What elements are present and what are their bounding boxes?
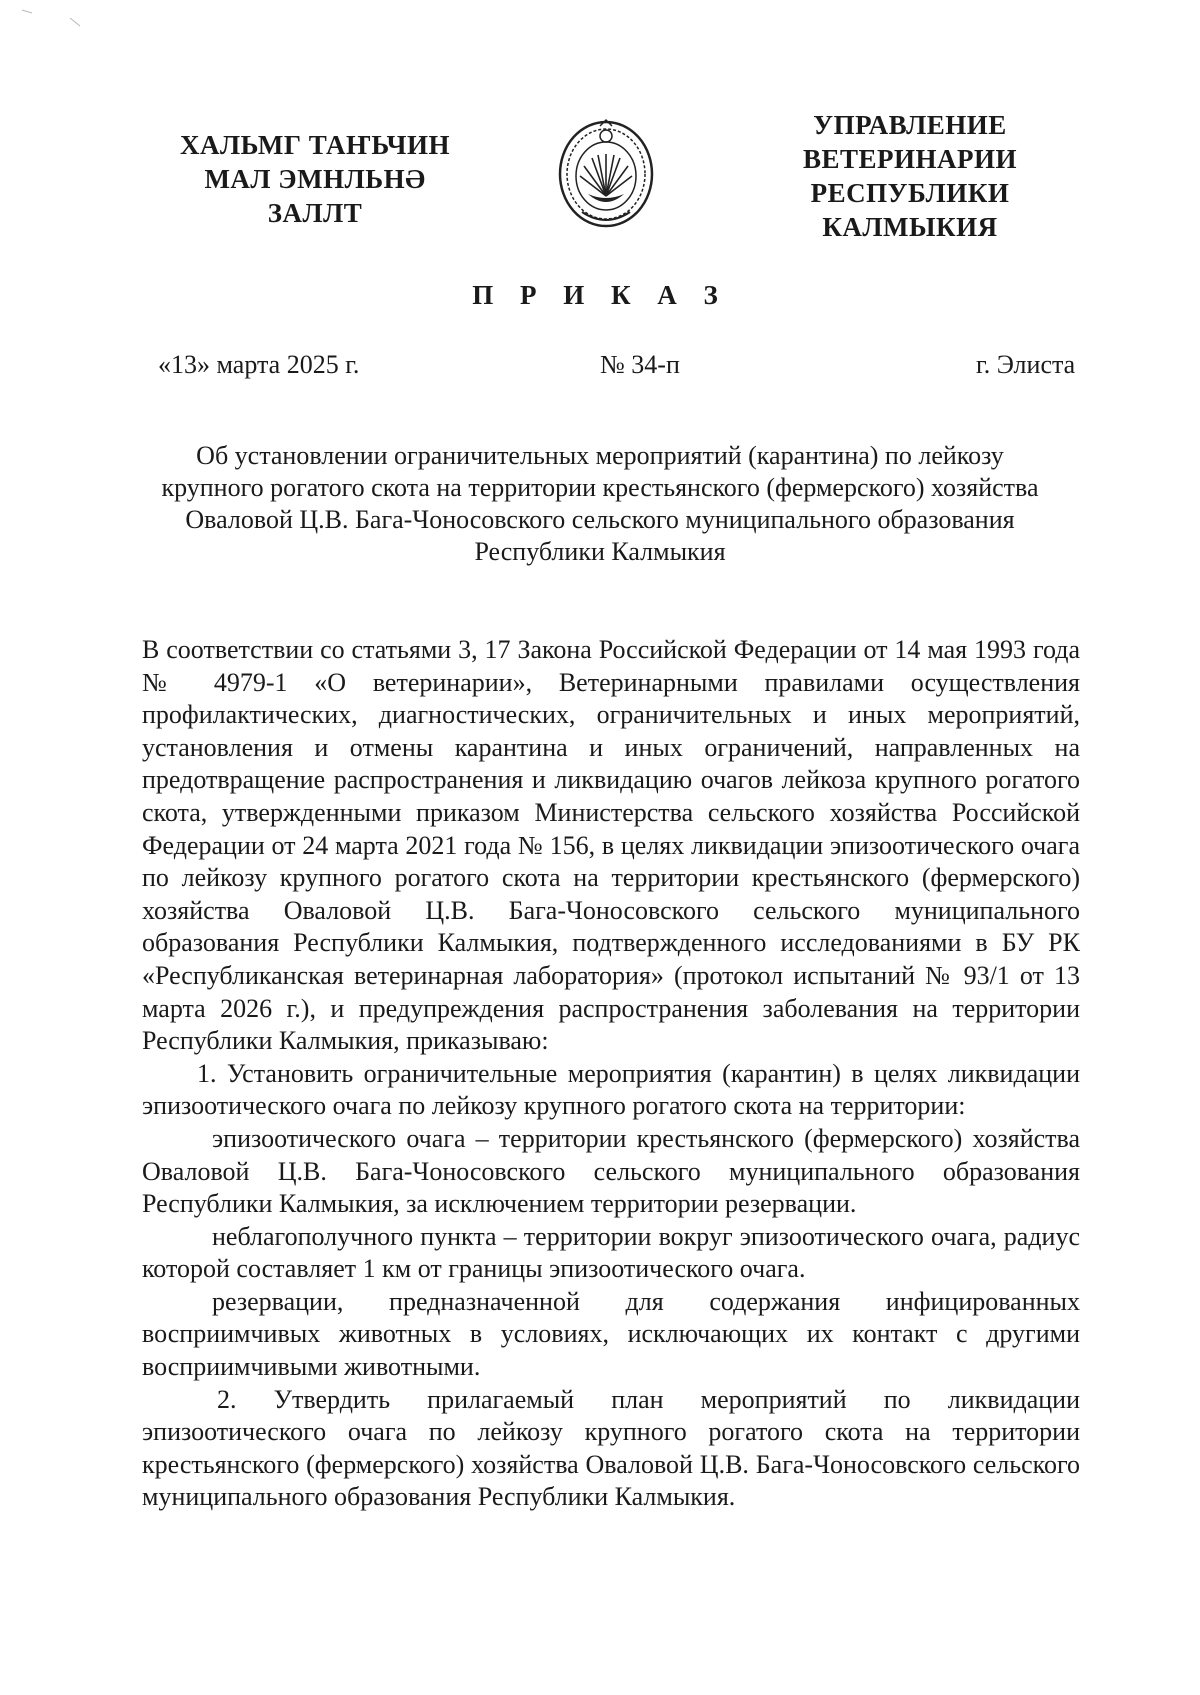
header-kalmyk-name [150, 128, 480, 230]
clause-1-focus: эпизоотического очага – территории крестьянского (фермерского) хозяйства Оваловой Ц.В. Бага-Чоносовского сельского муниципального образования Республики Калмыкия, за исключением территории резервации. [142, 1123, 1080, 1219]
clause-1-unfavorable-point: неблагополучного пункта – территории вокруг эпизоотического очага, радиус которой составляет 1 км от границы эпизоотического очага. [142, 1221, 1080, 1284]
header-right-line: ВЕТЕРИНАРИИ [802, 144, 1018, 174]
document-number: № 34-п [600, 350, 680, 379]
subject-line: Об установлении ограничительных мероприятий (карантина) по лейкозу [196, 441, 1004, 470]
header-left-line: ХАЛЬМГ ТАҤЬЧИН [180, 130, 450, 160]
header-right-line: КАЛМЫКИЯ [822, 212, 998, 242]
header-russian-name [760, 108, 1060, 244]
kalmykia-coat-of-arms-icon [552, 112, 660, 232]
header-right-line: РЕСПУБЛИКИ [810, 178, 1010, 208]
preamble-paragraph: В соответствии со статьями 3, 17 Закона Российской Федерации от 14 мая 1993 года № 4979-1 «О ветеринарии», Ветеринарными правилами осуществления профилактических, диагностических, ограничительных и иных мероприятий, установления и отмены карантина и иных ограничений, направленных на предотвращение распространения и ликвидацию очагов лейкоза крупного рогатого скота, утвержденными приказом Министерства сельского хозяйства Российской Федерации от 24 марта 2021 года № 156, в целях ликвидации эпизоотического очага по лейкозу крупного рогатого скота на территории крестьянского (фермерского) хозяйства Оваловой Ц.В. Бага-Чоносовского сельского муниципального образования Республики Калмыкия, подтвержденного исследованиями в БУ РК «Республиканская ветеринарная лаборатория» (протокол испытаний № 93/1 от 13 марта 2026 г.), и предупреждения распространения заболевания на территории Республики Калмыкия, приказываю: [142, 635, 1080, 1056]
order-body [142, 634, 1080, 1514]
subject-line: Оваловой Ц.В. Бага-Чоносовского сельского муниципального образования [185, 505, 1015, 534]
clause-1-reservation: резервации, предназначенной для содержания инфицированных восприимчивых животных в условиях, исключающих их контакт с другими восприимчивыми животными. [142, 1286, 1080, 1382]
clause-1: 1. Установить ограничительные мероприятия (карантин) в целях ликвидации эпизоотического очага по лейкозу крупного рогатого скота на территории: [142, 1058, 1080, 1121]
header-left-line: МАЛ ЭМНЛЬНӘ [204, 164, 426, 194]
document-city: г. Элиста [976, 350, 1076, 379]
document-title: П Р И К А З [472, 280, 728, 310]
document-date: «13» марта 2025 г. [158, 350, 360, 379]
header-left-line: ЗАЛЛТ [267, 198, 363, 228]
subject-line: Республики Калмыкия [474, 537, 726, 566]
clause-2: 2. Утвердить прилагаемый план мероприятий по ликвидации эпизоотического очага по лейкозу крупного рогатого скота на территории крестьянского (фермерского) хозяйства Оваловой Ц.В. Бага-Чоносовского сельского муниципального образования Республики Калмыкия. [142, 1384, 1080, 1512]
subject-line: крупного рогатого скота на территории крестьянского (фермерского) хозяйства [161, 473, 1039, 502]
order-subject [130, 440, 1070, 568]
scan-artifact-icon [18, 4, 98, 34]
header-right-line: УПРАВЛЕНИЕ [813, 110, 1007, 140]
